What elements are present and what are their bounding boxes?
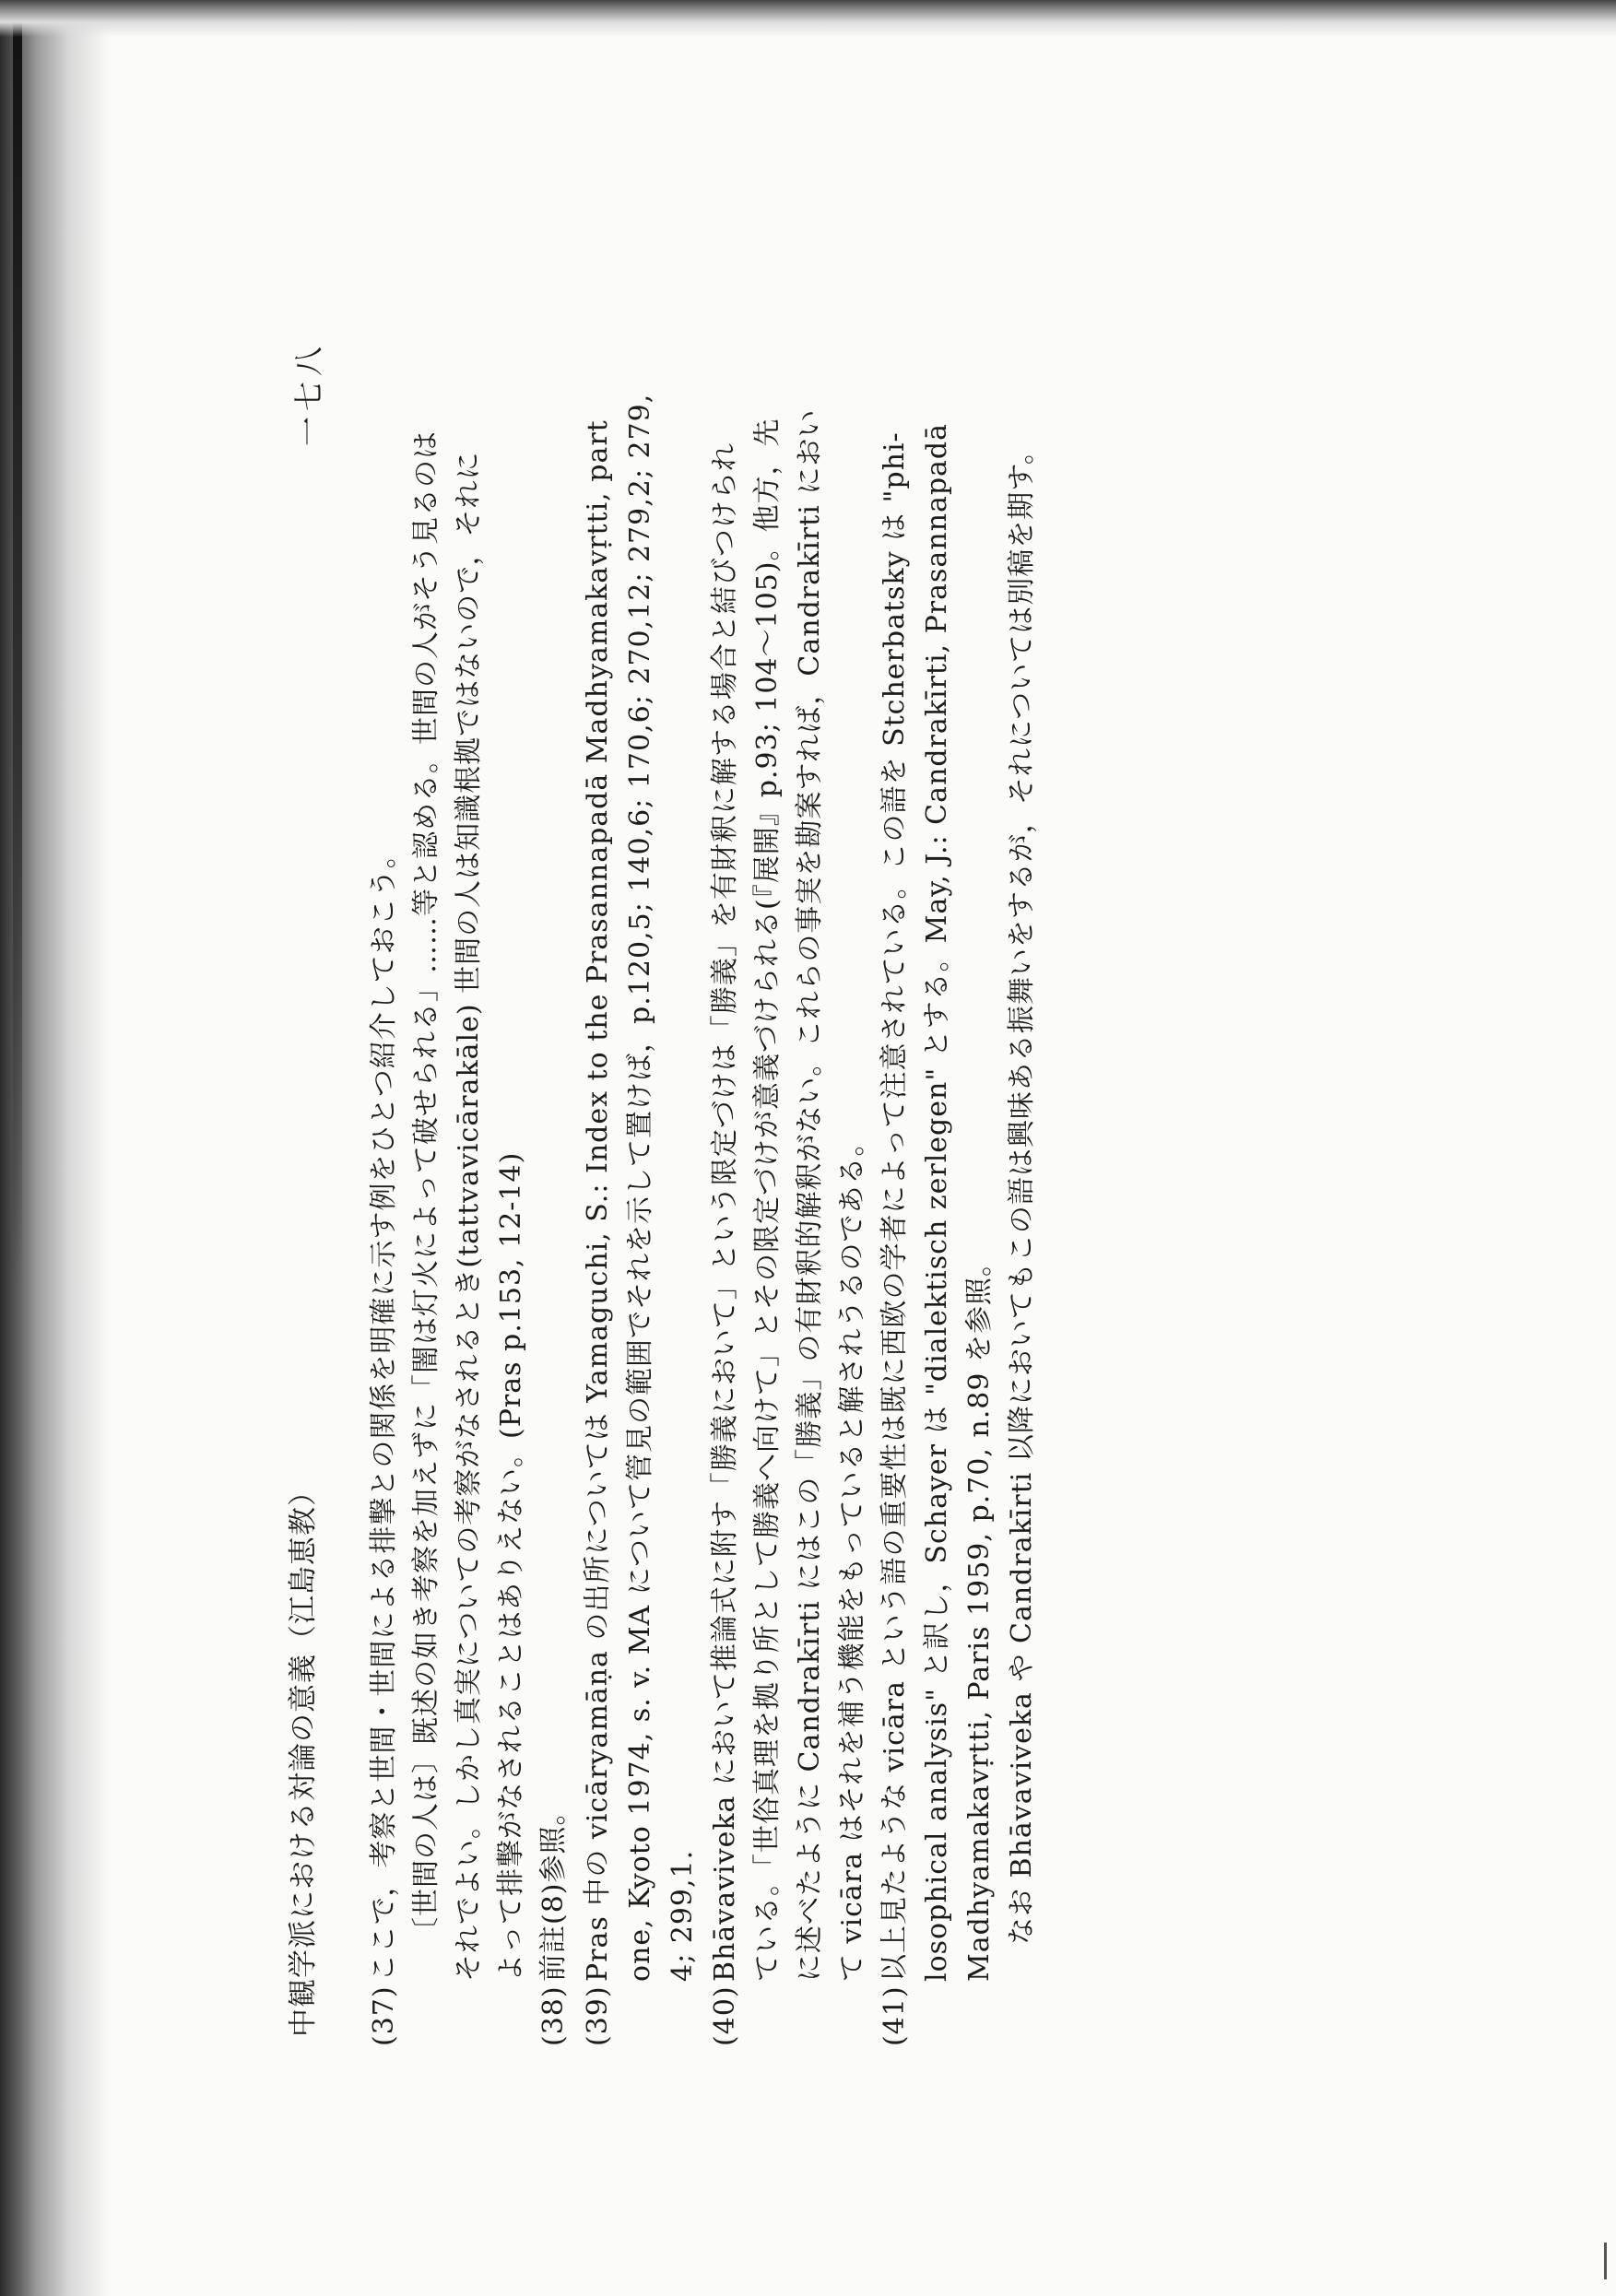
page-number: 一七八 [291, 341, 326, 447]
note-40-line-2: ている。「世俗真理を拠り所として勝義へ向けて」とその限定づけが意義づけられる(『展開』p.93; 104～105)。他方，先 [751, 418, 784, 1982]
running-header: 中観学派における対論の意義（江島恵教） [287, 1477, 320, 2037]
note-40-line-4: て vicāra はそれを補う機能をもっていると解されうるのである。 [836, 1127, 868, 1982]
note-text: Pras 中の vicāryamāṇa の出所については Yamaguchi, S.: Index to the Prasannapadā Madhyamakavṛtti, part [582, 419, 614, 1982]
note-41-line-1 [878, 431, 913, 2046]
note-number: (39) [582, 1985, 614, 2046]
note-39-line-1 [581, 419, 616, 2046]
note-text: 前註(8)参照。 [537, 1796, 570, 1982]
page-edge-mark [1604, 2243, 1607, 2279]
note-39-line-2: one, Kyoto 1974, s. v. MA について管見の範囲でそれを示して置けば，p.120,5; 140,6; 170,6; 270,12; 279,2; 279, [624, 393, 656, 1982]
note-37-line-3: それでよい。しかし真実についての考察がなされるとき(tattvavicārakāle) 世間の人は知識根拠ではないので，それに [453, 451, 485, 1982]
note-number: (40) [709, 1985, 741, 2046]
note-text: Bhāvaviveka において推論式に附す「勝義において」という限定づけは「勝義」を有財釈に解する場合と結びつけられ [709, 442, 741, 1982]
note-41-line-2: losophical analysis" と訳し，Schayer は "dialektisch zerlegen" とする。May, J.: Candrakīrti, Prasannapadā [921, 422, 953, 1982]
note-37-line-4: よって排撃がなされることはありえない。(Pras p.153, 12-14) [495, 1151, 527, 1982]
note-37-line-2: 〔世間の人は〕既述の如き考察を加えずに「闇は灯火によって破せられる」……等と認める。世間の人がそう見るのは [410, 430, 442, 1945]
note-text: 以上見たような vicāra という語の重要性は既に西欧の学者によって注意されている。この語を Stcherbatsky は "phi- [879, 431, 911, 1982]
note-number: (37) [368, 1985, 400, 2046]
note-number: (41) [879, 1985, 911, 2046]
note-number: (38) [537, 1985, 570, 2046]
note-41-line-3: Madhyamakavṛtti, Paris 1959, p.70, n.89 を参照。 [963, 1248, 996, 1982]
note-37-line-1 [367, 840, 402, 2046]
note-40-line-1 [708, 442, 743, 2046]
note-41-line-4: なお Bhāvaviveka や Candrakīrti 以降においてもこの語は興味ある振舞いをするが，それについては別稿を期す。 [1006, 436, 1038, 1945]
note-40-line-3: に述べたように Candrakīrti にはこの「勝義」の有財釈的解釈がない。これらの事実を勘案すれば，Candrakīrti におい [794, 408, 826, 1982]
note-38-line-1 [537, 1797, 572, 2047]
note-39-line-3: 4; 299,1. [666, 1849, 699, 1982]
note-text: ここで，考察と世間・世間による排撃との関係を明確に示す例をひとつ紹介しておこう。 [368, 840, 400, 1982]
scanner-shadow-top [0, 0, 1616, 37]
scanner-binding-edge [13, 0, 22, 1290]
rotated-text-block [286, 313, 1337, 2046]
text-block-inner [286, 313, 1337, 2046]
